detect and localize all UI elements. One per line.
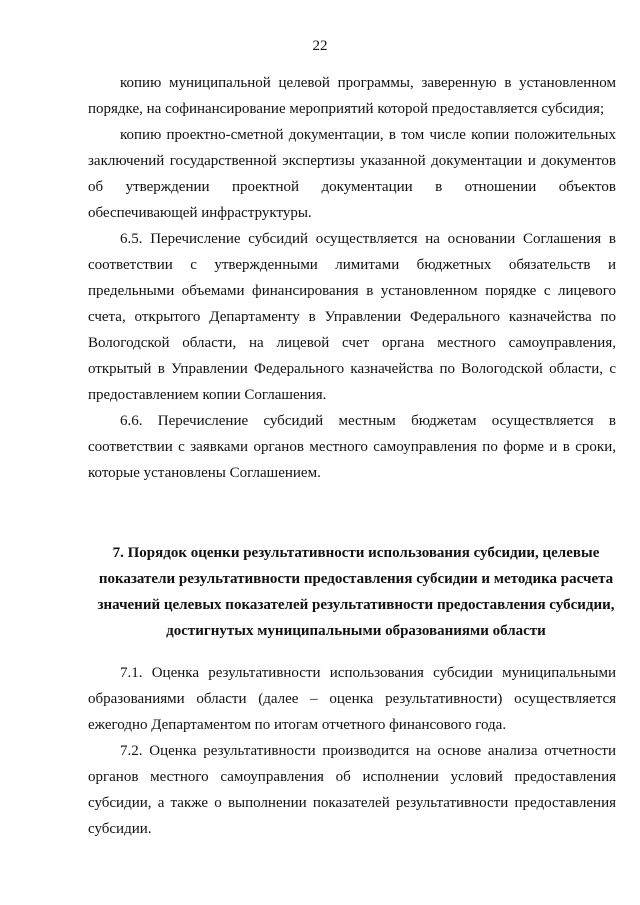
paragraph-6-6: 6.6. Перечисление субсидий местным бюджетам осуществляется в соответствии с заявками органов местного самоуправления по форме и в сроки, которые установлены Соглашением. [88, 413, 616, 481]
paragraph-design-docs: копию проектно-сметной документации, в том числе копии положительных заключений государственной экспертизы указанной документации и документов об утверждении проектной документации в отношении объектов обеспечивающей инфраструктуры. [88, 127, 616, 221]
body-text-top [88, 70, 616, 486]
paragraph-7-2: 7.2. Оценка результативности производится на основе анализа отчетности органов местного самоуправления об исполнении условий предоставления субсидии, а также о выполнении показателей результативности предоставления субсидии. [88, 743, 616, 837]
paragraph-program-copy: копию муниципальной целевой программы, заверенную в установленном порядке, на софинансирование мероприятий которой предоставляется субсидия; [88, 75, 616, 117]
section-7-heading: 7. Порядок оценки результативности использования субсидии, целевые показатели результативности предоставления субсидии и методика расчета значений целевых показателей результативности предоставления субсидии, достигнутых муниципальными образованиями области [97, 545, 615, 639]
page-number: 22 [312, 38, 328, 54]
paragraph-6-5: 6.5. Перечисление субсидий осуществляется на основании Соглашения в соответствии с утвержденными лимитами бюджетных обязательств и предельными объемами финансирования в установленном порядке с лицевого счета, открытого Департаменту в Управлении Федерального казначейства по Вологодской области, на лицевой счет органа местного самоуправления, открытый в Управлении Федерального казначейства по Вологодской области, с предоставлением копии Соглашения. [88, 231, 616, 403]
paragraph-7-1: 7.1. Оценка результативности использования субсидии муниципальными образованиями области (далее – оценка результативности) осуществляется ежегодно Департаментом по итогам отчетного финансового года. [88, 665, 616, 733]
body-text-bottom [88, 660, 616, 842]
